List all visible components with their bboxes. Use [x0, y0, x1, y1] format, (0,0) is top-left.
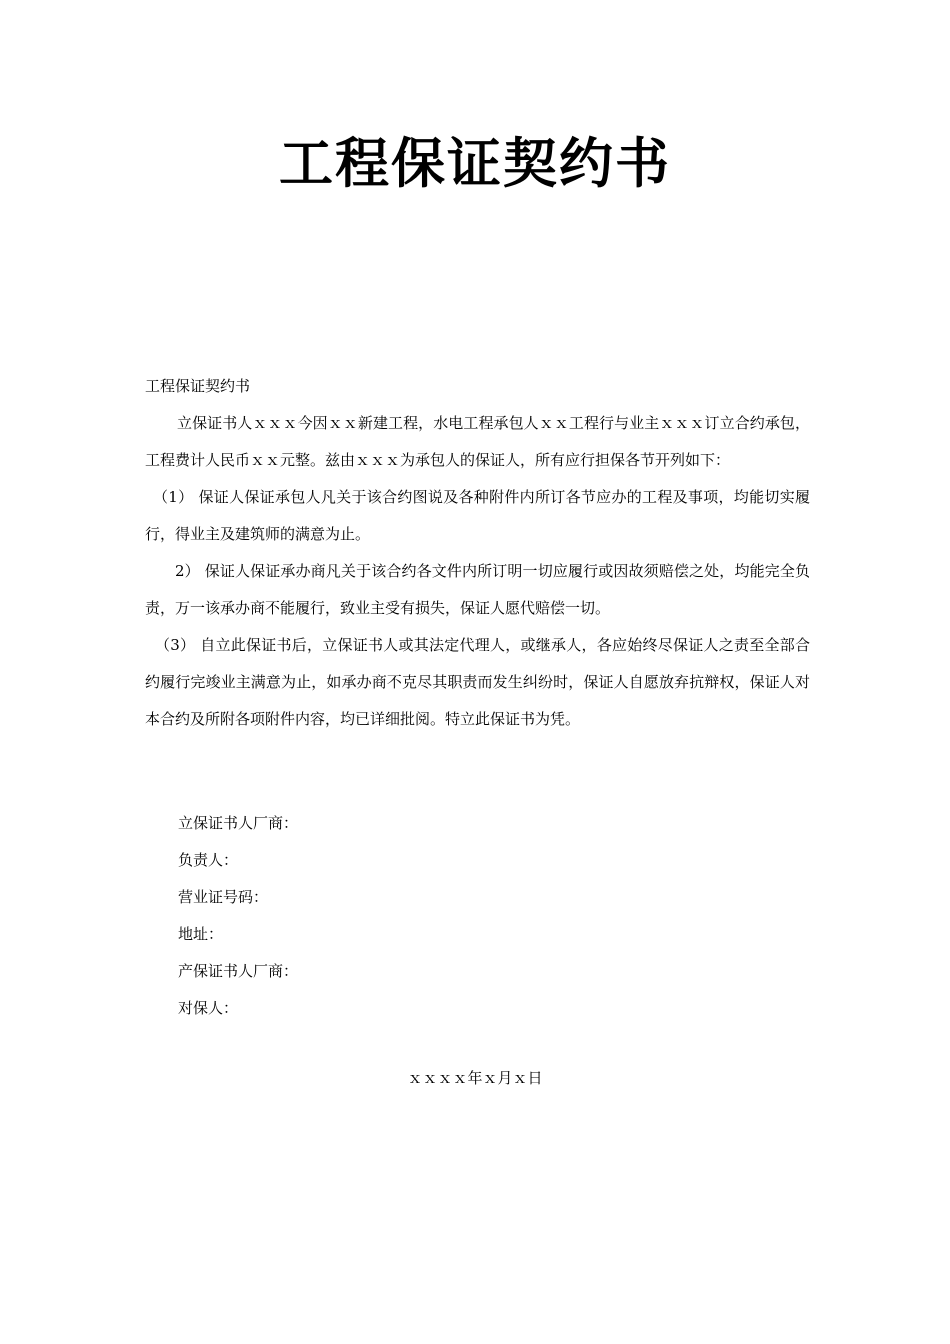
signature-producer-factory: 产保证书人厂商： [178, 962, 299, 980]
signature-license-number: 营业证号码： [178, 888, 269, 906]
signature-guarantor-factory: 立保证书人厂商： [178, 814, 299, 832]
signature-address: 地址： [178, 925, 224, 943]
document-title: 工程保证契约书 [279, 131, 671, 195]
signature-responsible-person: 负责人： [178, 851, 239, 869]
paragraph-item-2: 2） 保证人保证承办商凡关于该合约各文件内所订明一切应履行或因故须赔偿之处，均能完全负责，万一该承办商不能履行，致业主受有损失，保证人愿代赔偿一切。 [145, 562, 810, 617]
document-body [145, 368, 810, 738]
document-subtitle: 工程保证契约书 [145, 377, 251, 395]
document-date: ｘｘｘｘ年ｘ月ｘ日 [407, 1069, 543, 1087]
signature-counter-guarantor: 对保人： [178, 999, 239, 1017]
paragraph-item-1: （1） 保证人保证承包人凡关于该合约图说及各种附件内所订各节应办的工程及事项，均能切实履行，得业主及建筑师的满意为止。 [145, 488, 810, 543]
signature-block [178, 805, 298, 1027]
paragraph-intro: 立保证书人ｘｘｘ今因ｘｘ新建工程，水电工程承包人ｘｘ工程行与业主ｘｘｘ订立合约承包，工程费计人民币ｘｘ元整。兹由ｘｘｘ为承包人的保证人，所有应行担保各节开列如下： [145, 414, 810, 469]
paragraph-item-3: （3） 自立此保证书后，立保证书人或其法定代理人，或继承人，各应始终尽保证人之责至全部合约履行完竣业主满意为止，如承办商不克尽其职责而发生纠纷时，保证人自愿放弃抗辩权，保证人对本合约及所附各项附件内容，均已详细批阅。特立此保证书为凭。 [145, 636, 810, 728]
